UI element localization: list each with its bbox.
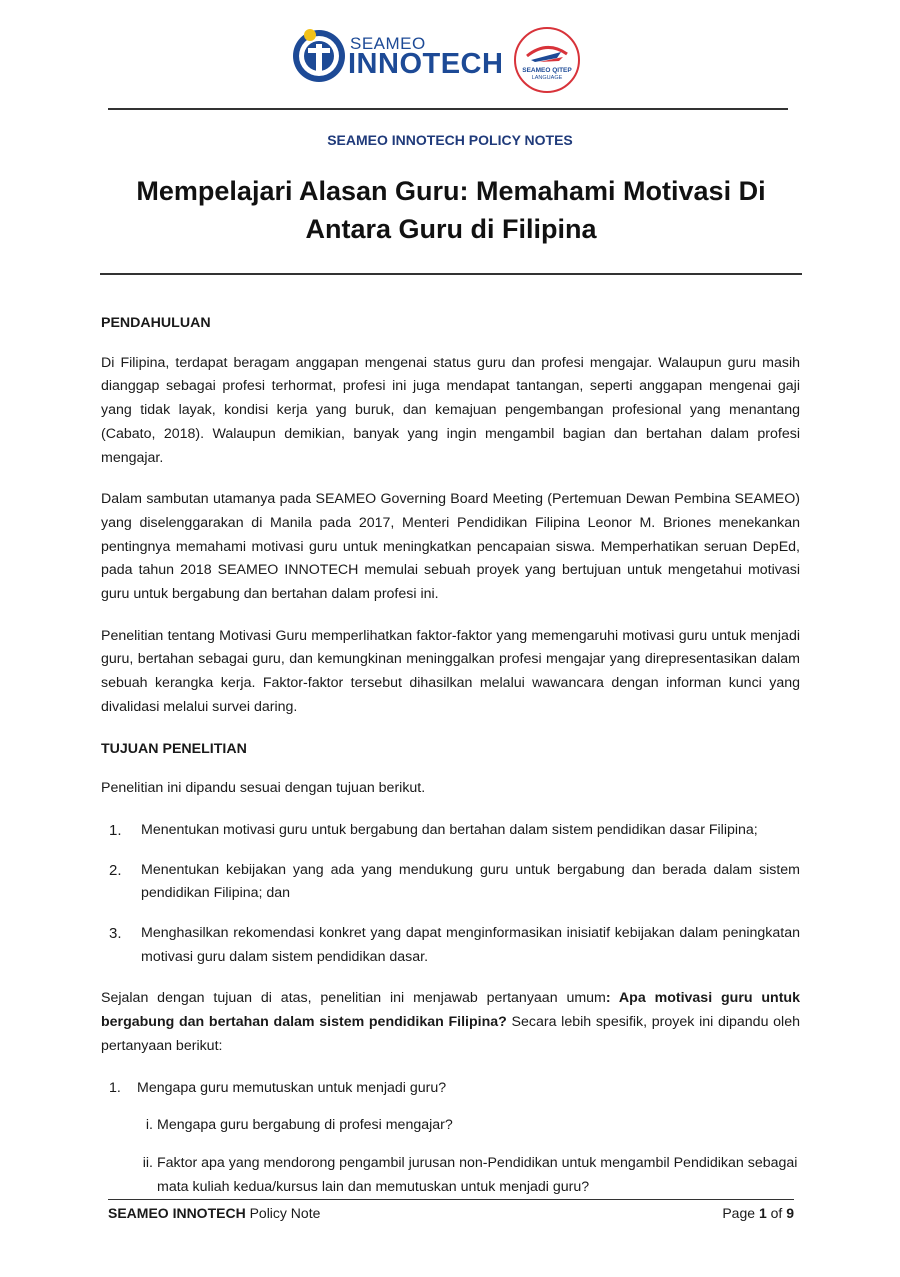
list-number: ii. (142, 1154, 153, 1171)
footer-left (108, 1205, 320, 1221)
document-body (101, 312, 800, 1213)
intro-paragraph-1: Di Filipina, terdapat beragam anggapan mengenai status guru dan profesi mengajar. Walaupun guru masih dianggap sebagai profesi terhormat, profesi ini juga mendapat tantangan, seperti anggapan mengenai gaji yang tidak layak, kondisi kerja yang buruk, dan kemajuan pengembangan profesional yang menantang (Cabato, 2018). Walaupun demikian, banyak yang ingin mengambil bagian dan bertahan dalam profesi mengajar. (101, 354, 800, 466)
intro-heading: PENDAHULUAN (101, 315, 211, 331)
question-text-end: Secara lebih spesifik, proyek ini dipandu oleh pertanyaan berikut: (101, 1014, 800, 1054)
intro-paragraph-2: Dalam sambutan utamanya pada SEAMEO Governing Board Meeting (Pertemuan Dewan Pembina SEAMEO) yang diselenggarakan di Manila pada 2017, Menteri Pendidikan Filipina Leonor M. Briones menekankan pentingnya memahami motivasi guru untuk meningkatkan pencapaian siswa. Memperhatikan seruan DepEd, pada tahun 2018 SEAMEO INNOTECH memulai sebuah proyek yang bertujuan untuk mengetahui motivasi guru untuk bergabung dan bertahan dalam profesi ini. (101, 491, 800, 603)
page-number: 1 (758, 1205, 767, 1221)
seameo-qitep-language-logo (513, 26, 581, 94)
logo-innotech-text: INNOTECH (348, 48, 504, 80)
list-item (101, 922, 800, 969)
research-question-paragraph (101, 987, 800, 1058)
footer-label: Policy Note (245, 1205, 321, 1221)
list-item-text: Menentukan kebijakan yang ada yang mendukung guru untuk bergabung dan berada dalam sistem pendidikan Filipina; dan (141, 861, 800, 902)
list-item (101, 859, 800, 906)
page-of: of (766, 1205, 787, 1221)
list-number: 2. (109, 861, 122, 879)
list-number: i. (145, 1117, 153, 1134)
series-title: SEAMEO INNOTECH POLICY NOTES (327, 132, 573, 148)
goals-heading: TUJUAN PENELITIAN (101, 740, 247, 757)
question-text-start: Sejalan dengan tujuan di atas, penelitian ini menjawab pertanyaan umum (101, 990, 606, 1007)
footer-divider (108, 1199, 794, 1200)
document-title: Mempelajari Alasan Guru: Memahami Motivasi Di Antara Guru di Filipina (136, 176, 766, 244)
goals-intro: Penelitian ini dipandu sesuai dengan tujuan berikut. (101, 780, 426, 797)
page-prefix: Page (722, 1205, 759, 1221)
list-item-text: Menghasilkan rekomendasi konkret yang dapat menginformasikan inisiatif kebijakan dalam peningkatan motivasi guru dalam sistem pendidikan dasar. (141, 925, 800, 965)
list-item-text: Faktor apa yang mendorong pengambil jurusan non-Pendidikan untuk mengambil Pendidikan sebagai mata kuliah kedua/kursus lain dan memutuskan untuk menjadi guru? (157, 1154, 798, 1195)
footer-org: SEAMEO INNOTECH (108, 1205, 246, 1221)
title-divider (100, 273, 802, 275)
seameo-innotech-logo (290, 26, 504, 88)
questions-list (101, 1077, 800, 1200)
list-item (137, 1152, 800, 1199)
page-total: 9 (786, 1205, 794, 1221)
seameo-emblem-icon (290, 26, 348, 84)
page-indicator (722, 1205, 794, 1221)
list-number: 1. (109, 1079, 121, 1096)
goals-list (101, 819, 800, 970)
qitep-logo-line1: SEAMEO QITEP (522, 67, 572, 74)
intro-paragraph-3: Penelitian tentang Motivasi Guru memperlihatkan faktor-faktor yang memengaruhi motivasi guru untuk menjadi guru, bertahan sebagai guru, dan kemungkinan meninggalkan profesi mengajar yang direpresentasikan dalam sebuah kerangka kerja. Faktor-faktor tersebut dihasilkan melalui wawancara dengan informan kunci yang divalidasi melalui survei daring. (101, 627, 800, 715)
list-item (101, 819, 800, 843)
list-item (101, 1077, 800, 1200)
sub-questions-list (137, 1114, 800, 1199)
header-divider (108, 108, 788, 110)
list-number: 1. (109, 821, 122, 839)
list-number: 3. (109, 925, 122, 943)
list-item (137, 1114, 800, 1138)
list-item-text: Mengapa guru bergabung di profesi mengajar? (157, 1117, 453, 1134)
qitep-logo-line2: LANGUAGE (531, 75, 563, 81)
list-item-text: Mengapa guru memutuskan untuk menjadi guru? (137, 1079, 447, 1096)
logo-seameo-text: SEAMEO (350, 34, 426, 53)
question-text-bold: : Apa motivasi guru untuk bergabung dan bertahan dalam sistem pendidikan Filipina? (101, 990, 800, 1031)
list-item-text: Menentukan motivasi guru untuk bergabung dan bertahan dalam sistem pendidikan dasar Filipina; (141, 821, 758, 838)
